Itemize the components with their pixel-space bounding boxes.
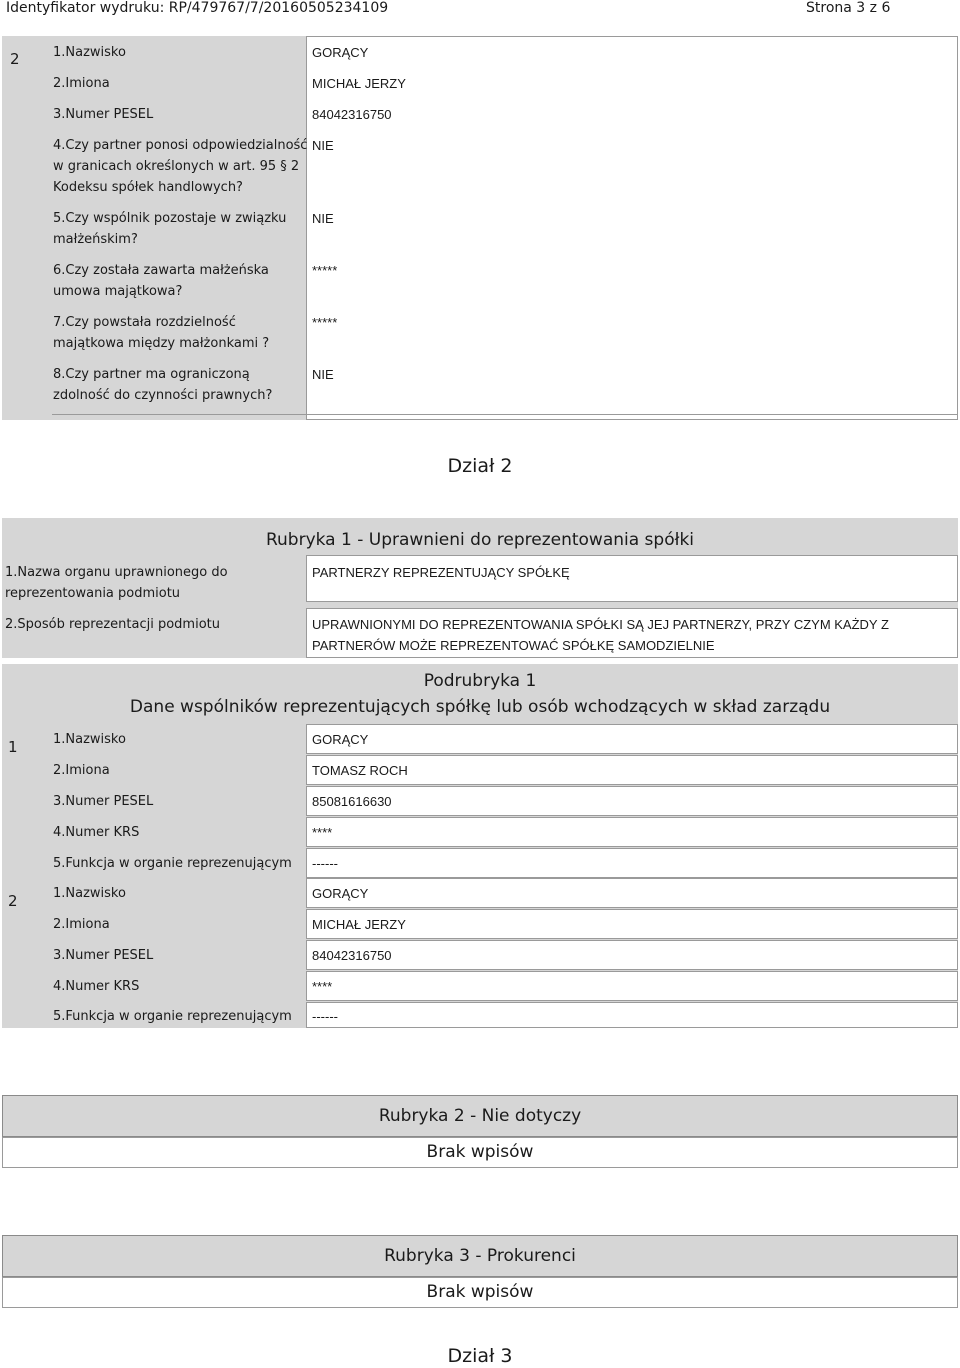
value-odpowiedzialnosc: NIE (312, 138, 334, 153)
organ-value: PARTNERZY REPREZENTUJĄCY SPÓŁKĘ (312, 565, 570, 580)
label-imiona: 2.Imiona (53, 76, 110, 91)
sposob-value-2: PARTNERÓW MOŻE REPREZENTOWAĆ SPÓŁKĘ SAMODZIELNIE (312, 638, 715, 653)
person-2-label-pesel: 3.Numer PESEL (53, 948, 154, 963)
organ-label-2: reprezentowania podmiotu (5, 586, 181, 601)
person-1-value-krs: **** (312, 825, 333, 840)
person-1-value-pesel: 85081616630 (312, 794, 392, 809)
person-1-value-imiona: TOMASZ ROCH (312, 763, 408, 778)
label-umowa-1: 6.Czy została zawarta małżeńska (53, 263, 269, 278)
label-malzenstwo-2: małżeńskim? (53, 232, 138, 247)
rubryka-1-title: Rubryka 1 - Uprawnieni do reprezentowania spółki (265, 530, 695, 550)
section-heading-dzial-3: Dział 3 (447, 1345, 513, 1367)
person-1-value-nazwisko: GORĄCY (312, 732, 369, 747)
person-2-label-imiona: 2.Imiona (53, 917, 110, 932)
label-zdolnosc-1: 8.Czy partner ma ograniczoną (53, 367, 250, 382)
person-1-label-pesel: 3.Numer PESEL (53, 794, 154, 809)
rubryka-3-title: Rubryka 3 - Prokurenci (384, 1246, 576, 1266)
label-nazwisko: 1.Nazwisko (53, 45, 126, 60)
rubryka-2-title: Rubryka 2 - Nie dotyczy (378, 1106, 582, 1126)
value-zdolnosc: NIE (312, 367, 334, 382)
value-pesel: 84042316750 (312, 107, 392, 122)
value-imiona: MICHAŁ JERZY (312, 76, 406, 91)
person-2-label-funkcja: 5.Funkcja w organie reprezenującym (53, 1009, 292, 1024)
value-nazwisko: GORĄCY (312, 45, 369, 60)
person-1-label-imiona: 2.Imiona (53, 763, 110, 778)
sposob-value-1: UPRAWNIONYMI DO REPREZENTOWANIA SPÓŁKI SĄ JEJ PARTNERZY, PRZY CZYM KAŻDY Z (312, 617, 889, 632)
person-1-index: 1 (8, 738, 18, 756)
section-heading-dzial-2: Dział 2 (447, 455, 513, 477)
rubryka-2-empty: Brak wpisów (426, 1142, 534, 1162)
person-2-value-imiona: MICHAŁ JERZY (312, 917, 406, 932)
person-2-value-pesel: 84042316750 (312, 948, 392, 963)
podrubryka-subtitle: Dane wspólników reprezentujących spółkę lub osób wchodzących w skład zarządu (129, 697, 831, 717)
organ-label-1: 1.Nazwa organu uprawnionego do (5, 565, 228, 580)
print-identifier: Identyfikator wydruku: RP/479767/7/20160505234109 (6, 0, 389, 16)
label-rozdzielnosc-1: 7.Czy powstała rozdzielność (53, 315, 236, 330)
value-umowa: ***** (312, 263, 338, 278)
person-2-index: 2 (8, 892, 18, 910)
person-1-label-nazwisko: 1.Nazwisko (53, 732, 126, 747)
partner-index: 2 (10, 50, 20, 68)
label-pesel: 3.Numer PESEL (53, 107, 154, 122)
person-1-value-funkcja: ------ (312, 856, 338, 871)
label-odpowiedzialnosc-1: 4.Czy partner ponosi odpowiedzialność (53, 138, 308, 153)
label-odpowiedzialnosc-2: w granicach określonych w art. 95 § 2 (53, 159, 300, 174)
person-1-label-krs: 4.Numer KRS (53, 825, 140, 840)
value-rozdzielnosc: ***** (312, 315, 338, 330)
label-malzenstwo-1: 5.Czy wspólnik pozostaje w związku (53, 211, 287, 226)
person-2-value-nazwisko: GORĄCY (312, 886, 369, 901)
person-2-label-nazwisko: 1.Nazwisko (53, 886, 126, 901)
person-2-value-funkcja: ------ (312, 1009, 338, 1024)
value-malzenstwo: NIE (312, 211, 334, 226)
label-odpowiedzialnosc-3: Kodeksu spółek handlowych? (53, 180, 243, 195)
label-umowa-2: umowa majątkowa? (53, 284, 183, 299)
podrubryka-title: Podrubryka 1 (423, 671, 537, 691)
page-number: Strona 3 z 6 (806, 0, 891, 16)
person-1-label-funkcja: 5.Funkcja w organie reprezenującym (53, 856, 292, 871)
person-2-value-krs: **** (312, 979, 333, 994)
sposob-label: 2.Sposób reprezentacji podmiotu (5, 617, 220, 632)
rubryka-3-empty: Brak wpisów (426, 1282, 534, 1302)
label-zdolnosc-2: zdolność do czynności prawnych? (53, 388, 273, 403)
person-2-label-krs: 4.Numer KRS (53, 979, 140, 994)
label-rozdzielnosc-2: majątkowa między małżonkami ? (53, 336, 270, 351)
